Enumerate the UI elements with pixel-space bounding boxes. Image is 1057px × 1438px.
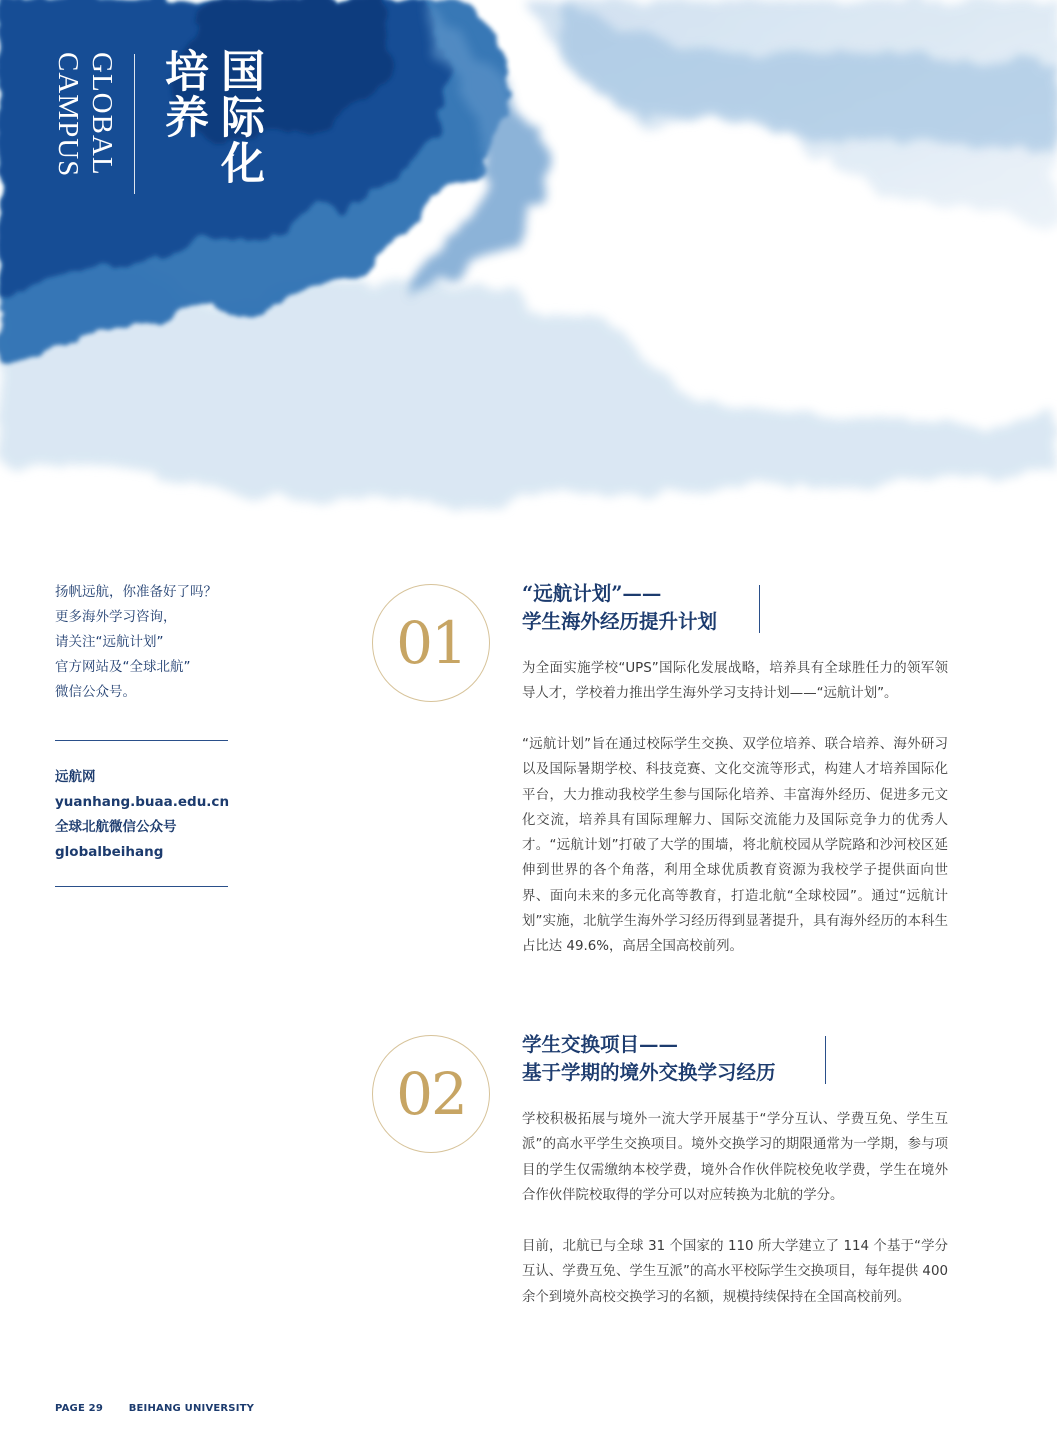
section-title-bar <box>759 585 760 633</box>
title-zh-col-1: 国际化 <box>213 48 264 186</box>
sidebar-rule-bottom <box>55 886 228 887</box>
title-en-col-2: CAMPUS <box>52 52 84 178</box>
intro-line: 更多海外学习咨询， <box>55 609 177 625</box>
contact-label-website: 远航网 <box>55 769 96 785</box>
title-en-col-1: GLOBAL <box>86 52 118 176</box>
section-title <box>522 1031 776 1087</box>
section-paragraph: 学校积极拓展与境外一流大学开展基于“学分互认、学费互免、学生互派”的高水平学生交换项目。境外交换学习的期限通常为一学期，参与项目的学生仅需缴纳本校学费，境外合作伙伴院校免收学费，学生在境外合作伙伴院校取得的学分可以对应转换为北航的学分。 <box>522 1112 948 1203</box>
section-number-badge: 01 <box>372 584 490 702</box>
sidebar-intro <box>55 580 255 705</box>
footer-org: BEIHANG UNIVERSITY <box>128 1403 255 1414</box>
section-title-line: 学生海外经历提升计划 <box>522 610 718 633</box>
section-paragraph: 目前，北航已与全球 31 个国家的 110 所大学建立了 114 个基于“学分互认、学费互免、学生互派”的高水平校际学生交换项目，每年提供 400 余个到境外高校交换学习的名额，规模持续保持在全国高校前列。 <box>522 1239 948 1305</box>
page-title-zh <box>158 48 262 186</box>
intro-line: 微信公众号。 <box>55 684 136 700</box>
page-title-en <box>52 52 118 177</box>
contact-label-wechat: 全球北航微信公众号 <box>55 819 177 835</box>
contact-website-link[interactable]: yuanhang.buaa.edu.cn <box>55 794 230 810</box>
sidebar-contacts <box>55 765 229 865</box>
section-title-line: 学生交换项目—— <box>522 1033 679 1056</box>
intro-line: 官方网站及“全球北航” <box>55 659 191 675</box>
page-number: PAGE 29 <box>55 1403 103 1414</box>
section-title-bar <box>825 1036 826 1084</box>
section-title-line: “远航计划”—— <box>522 582 662 605</box>
section-title-line: 基于学期的境外交换学习经历 <box>522 1061 776 1084</box>
intro-line: 扬帆远航，你准备好了吗？ <box>55 584 217 600</box>
section-paragraph: “远航计划”旨在通过校际学生交换、双学位培养、联合培养、海外研习以及国际暑期学校、科技竞赛、文化交流等形式，构建人才培养国际化平台，大力推动我校学生参与国际化培养、丰富海外经历、促进多元文化交流，培养具有国际理解力、国际交流能力及国际竞争力的优秀人才。“远航计划”打破了大学的围墙，将北航校园从学院路和沙河校区延伸到世界的各个角落，利用全球优质教育资源为我校学子提供面向世界、面向未来的多元化高等教育，打造北航“全球校园”。通过“远航计划”实施，北航学生海外学习经历得到显著提升，具有海外经历的本科生占比达 49.6%，高居全国高校前列。 <box>522 737 948 955</box>
section-paragraph: 为全面实施学校“UPS”国际化发展战略，培养具有全球胜任力的领军领导人才，学校着力推出学生海外学习支持计划——“远航计划”。 <box>522 661 948 702</box>
page-footer <box>55 1403 254 1414</box>
contact-wechat-id: globalbeihang <box>55 844 164 860</box>
title-divider <box>134 54 135 194</box>
intro-line: 请关注“远航计划” <box>55 634 164 650</box>
section-number-badge: 02 <box>372 1035 490 1153</box>
sidebar-rule-top <box>55 740 228 741</box>
title-zh-col-2: 培养 <box>157 48 208 140</box>
section-title <box>522 580 717 636</box>
